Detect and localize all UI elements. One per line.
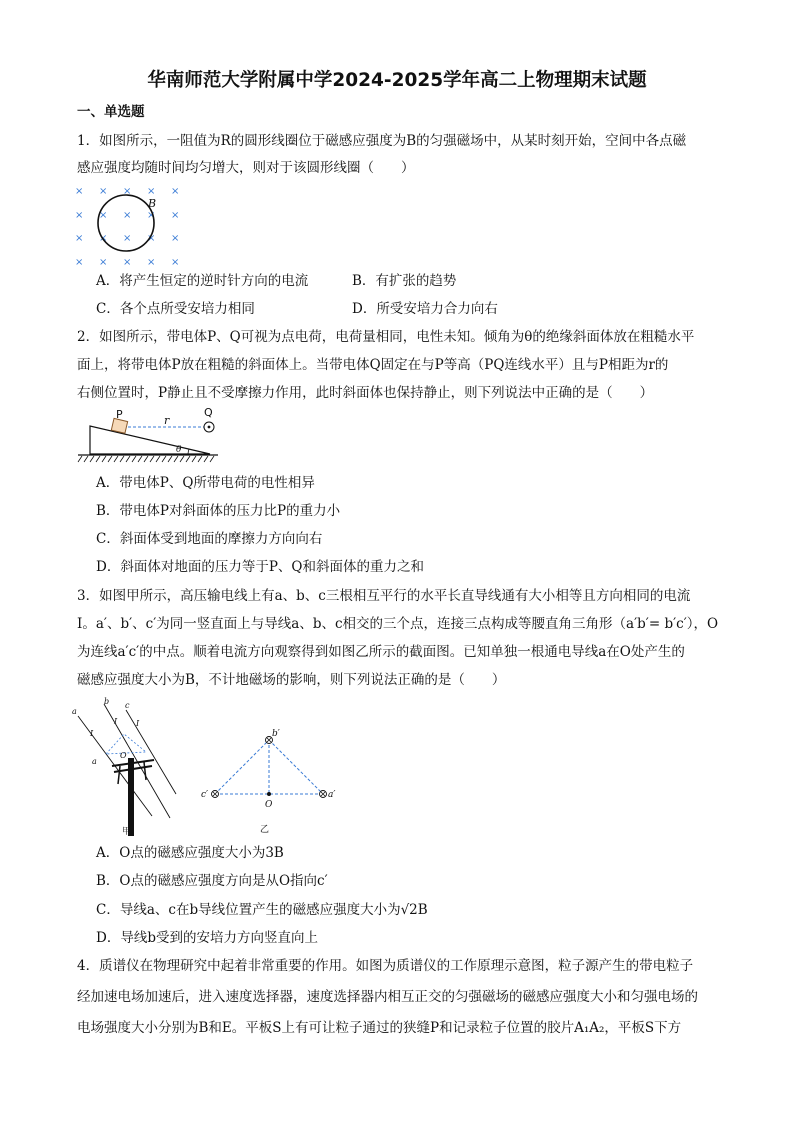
q1-option-d: D．所受安培力合力向右	[352, 301, 498, 317]
q1-magnetic-field-figure	[70, 178, 182, 266]
field-cross: ×	[123, 233, 132, 244]
q2-option-d: D．斜面体对地面的压力等于P、Q和斜面体的重力之和	[96, 559, 424, 575]
label-O-yi: O	[265, 800, 273, 810]
field-cross: ×	[99, 210, 108, 221]
q3-option-b: B．O点的磁感应强度方向是从O指向c′	[96, 873, 328, 889]
field-cross: ×	[75, 186, 84, 197]
q3-option-d: D．导线b受到的安培力方向竖直向上	[96, 930, 318, 946]
incline-block	[90, 426, 210, 454]
q1-option-a: A．将产生恒定的逆时针方向的电流	[96, 273, 309, 289]
field-cross: ×	[171, 210, 180, 221]
q3-line2: I。a′、b′、c′为同一竖直面上与导线a、b、c相交的三个点，连接三点构成等腰直角三角形（a′b′= b′c′），O	[77, 616, 719, 632]
label-a: a	[72, 707, 77, 716]
field-cross: ×	[123, 186, 132, 197]
field-cross: ×	[123, 210, 132, 221]
field-cross: ×	[147, 257, 156, 266]
label-b: b	[104, 697, 110, 706]
label-r: r	[164, 414, 170, 427]
label-I-3: I	[136, 719, 140, 728]
q2-line3: 右侧位置时，P静止且不受摩擦力作用，此时斜面体也保持静止，则下列说法中正确的是（ ）	[77, 385, 654, 401]
q2-line1: 2．如图所示，带电体P、Q可视为点电荷，电荷量相同，电性未知。倾角为θ的绝缘斜面体放在粗糙水平	[77, 329, 695, 345]
q3-line1: 3．如图甲所示，高压输电线上有a、b、c三根相互平行的水平长直导线通有大小相等且方向相同的电流	[77, 588, 691, 604]
q3-option-a: A．O点的磁感应强度大小为3B	[96, 845, 284, 861]
label-theta: θ	[176, 445, 182, 455]
q4-line2: 经加速电场加速后，进入速度选择器，速度选择器内相互正交的匀强磁场的磁感应强度大小和匀强电场的	[77, 989, 698, 1005]
ground-hatching	[78, 456, 214, 462]
field-cross-marks	[75, 186, 179, 266]
label-c: c	[125, 701, 130, 710]
label-c-prime: c′	[201, 790, 209, 800]
q2-option-b: B．带电体P对斜面体的压力比P的重力小	[96, 503, 341, 519]
q2-option-c: C．斜面体受到地面的摩擦力方向向右	[96, 531, 323, 547]
q1-line1: 1．如图所示，一阻值为R的圆形线圈位于磁感应强度为B的匀强磁场中，从某时刻开始，空间中各点磁	[77, 133, 687, 149]
caption-yi: 乙	[260, 825, 270, 835]
label-I-1: I	[90, 729, 94, 738]
q1-line2: 感应强度均随时间均匀增大，则对于该圆形线圈（ ）	[77, 160, 415, 176]
field-cross: ×	[75, 233, 84, 244]
q4-line3: 电场强度大小分别为B和E。平板S上有可让粒子通过的狭缝P和记录粒子位置的胶片A₁A₂，平板S下方	[77, 1020, 682, 1036]
page-title: 华南师范大学附属中学2024-2025学年高二上物理期末试题	[147, 70, 647, 91]
field-cross: ×	[171, 233, 180, 244]
field-cross: ×	[147, 233, 156, 244]
label-b-prime: b′	[272, 729, 280, 739]
q1-option-c: C．各个点所受安培力相同	[96, 301, 255, 317]
q3-line3: 为连线a′c′的中点。顺着电流方向观察得到如图乙所示的截面图。已知单独一根通电导线a在O处产生的	[77, 644, 685, 660]
q4-line1: 4．质谱仪在物理研究中起着非常重要的作用。如图为质谱仪的工作原理示意图，粒子源产生的带电粒子	[77, 958, 694, 974]
field-cross: ×	[99, 186, 108, 197]
label-P: P	[116, 408, 123, 421]
label-Q: Q	[204, 406, 213, 419]
q3-option-c: C．导线a、c在b导线位置产生的磁感应强度大小为√2B	[96, 902, 428, 918]
field-cross: ×	[171, 257, 180, 266]
field-cross: ×	[75, 257, 84, 266]
field-cross: ×	[75, 210, 84, 221]
label-O: O	[120, 751, 127, 760]
field-cross: ×	[147, 186, 156, 197]
q2-option-a: A．带电体P、Q所带电荷的电性相异	[96, 475, 315, 491]
label-I-2: I	[114, 717, 118, 726]
label-a-prime: a′	[328, 790, 336, 800]
field-cross: ×	[123, 257, 132, 266]
q2-incline-figure	[76, 404, 221, 468]
caption-jia: 甲	[122, 827, 132, 837]
q2-line2: 面上，将带电体P放在粗糙的斜面体上。当带电体Q固定在与P等高（PQ连线水平）且与P相距为r的	[77, 357, 669, 373]
q3-figure-jia	[70, 696, 180, 838]
field-cross: ×	[171, 186, 180, 197]
q1-option-b: B．有扩张的趋势	[352, 273, 457, 289]
section-heading: 一、单选题	[77, 104, 145, 120]
q3-line4: 磁感应强度大小为B，不计地磁场的影响，则下列说法正确的是（ ）	[77, 672, 506, 688]
point-O	[267, 792, 271, 796]
triangle-dashed	[215, 740, 323, 794]
field-cross: ×	[147, 210, 156, 221]
label-B: B	[148, 197, 157, 210]
field-cross: ×	[99, 257, 108, 266]
label-a-low: a	[92, 757, 97, 766]
q3-figure-yi	[198, 726, 338, 836]
field-cross: ×	[99, 233, 108, 244]
